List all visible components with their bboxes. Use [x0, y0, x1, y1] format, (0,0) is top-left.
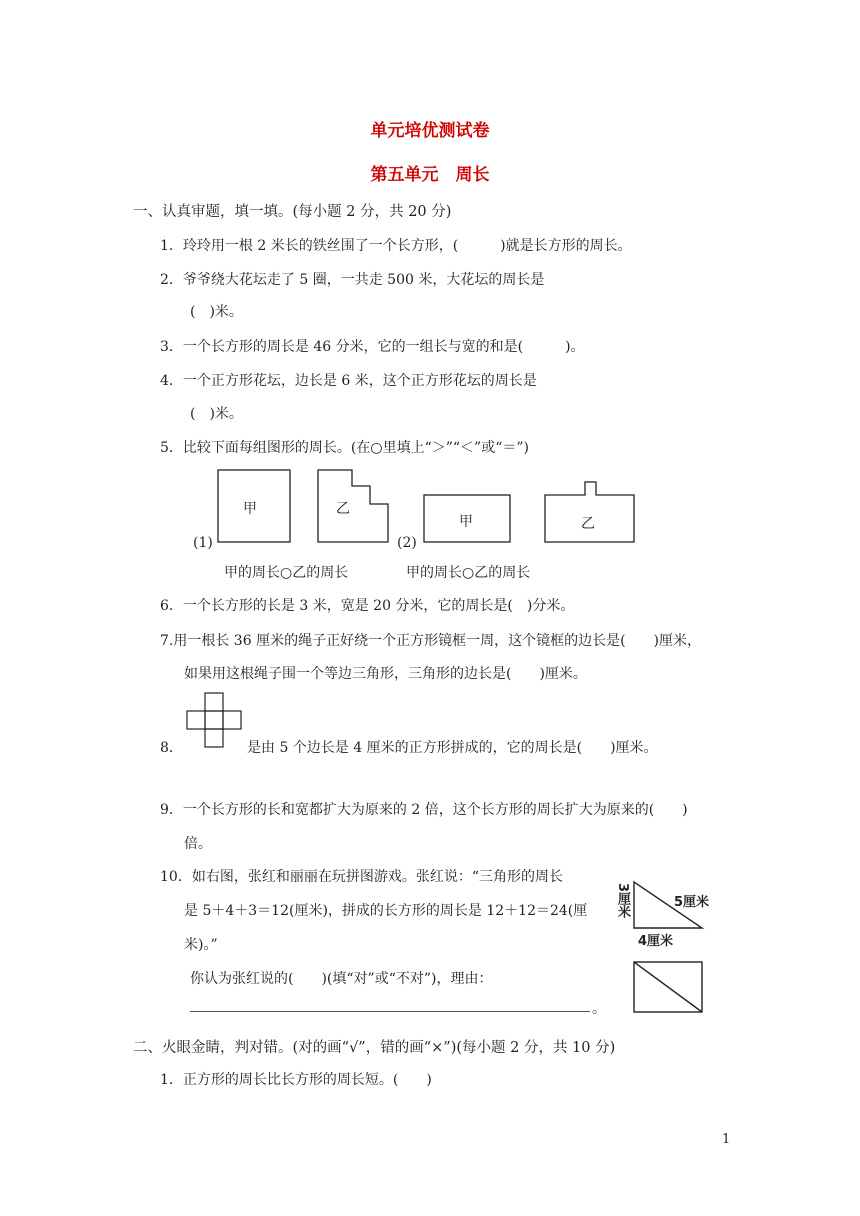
- section1-heading: 一、认真审题，填一填。(每小题 2 分，共 20 分): [133, 204, 452, 220]
- question-9-line1: 9．一个长方形的长和宽都扩大为原来的 2 倍，这个长方形的周长扩大为原来的( ): [160, 802, 688, 818]
- shape-yi-label-2: 乙: [581, 516, 595, 532]
- compare-caption-1: 甲的周长○乙的周长: [224, 565, 349, 581]
- group-label-1: (1): [193, 535, 213, 551]
- question-4-line1: 4．一个正方形花坛，边长是 6 米，这个正方形花坛的周长是: [160, 373, 537, 389]
- question-9-line2: 倍。: [184, 836, 212, 852]
- question-10-line1: 10．如右图，张红和丽丽在玩拼图游戏。张红说：“三角形的周长: [160, 869, 563, 885]
- question-5: 5．比较下面每组图形的周长。(在○里填上“＞”“＜”或“＝”): [160, 440, 529, 456]
- question-7-line1: 7.用一根长 36 厘米的绳子正好绕一个正方形镜框一周，这个镜框的边长是( )厘米，: [160, 633, 701, 649]
- question-10-line2: 是 5＋4＋3＝12(厘米)，拼成的长方形的周长是 12＋12＝24(厘: [184, 903, 588, 919]
- question-8-number: 8．: [160, 740, 183, 756]
- triangle-hypotenuse-label: 5厘米: [674, 895, 710, 910]
- shape-yi-label-1: 乙: [336, 501, 350, 517]
- group-label-2: (2): [397, 535, 417, 551]
- section2-heading: 二、火眼金睛，判对错。(对的画“√”，错的画“×”)(每小题 2 分，共 10 分): [133, 1040, 616, 1056]
- answer-line-end: 。: [592, 1001, 606, 1017]
- shape-jia-label-1: 甲: [243, 501, 257, 517]
- question-10-line4: 你认为张红说的( )(填“对”或“不对”)，理由：: [190, 971, 493, 987]
- shape-jia-label-2: 甲: [459, 514, 473, 530]
- question-1: 1．玲玲用一根 2 米长的铁丝围了一个长方形，( )就是长方形的周长。: [160, 238, 632, 254]
- rectangle-diagonal: [634, 962, 702, 1012]
- question-2-line2: ( )米。: [190, 304, 243, 320]
- shape-yi-notched: [318, 470, 388, 542]
- question-2-line1: 2．爷爷绕大花坛走了 5 圈，一共走 500 米，大花坛的周长是: [160, 272, 545, 288]
- section2-question-1: 1．正方形的周长比长方形的周长短。( ): [160, 1072, 432, 1088]
- triangle-bottom-label: 4厘米: [638, 934, 674, 949]
- question-8-text: 是由 5 个边长是 4 厘米的正方形拼成的，它的周长是( )厘米。: [247, 740, 658, 756]
- question-7-line2: 如果用这根绳子围一个等边三角形，三角形的边长是( )厘米。: [184, 666, 587, 682]
- question-10-line3: 米)。”: [184, 937, 218, 953]
- question-4-line2: ( )米。: [190, 406, 243, 422]
- shape-yi-bump: [545, 482, 634, 542]
- compare-caption-2: 甲的周长○乙的周长: [406, 565, 531, 581]
- triangle-side-left-label: 3厘米: [615, 883, 630, 919]
- page-subtitle: 第五单元 周长: [370, 165, 490, 185]
- answer-line: [190, 1011, 590, 1012]
- q5-figures: [0, 460, 860, 580]
- question-3: 3．一个长方形的周长是 46 分米，它的一组长与宽的和是( )。: [160, 339, 585, 355]
- page-title: 单元培优测试卷: [370, 121, 490, 141]
- question-6: 6．一个长方形的长是 3 米，宽是 20 分米，它的周长是( )分米。: [160, 598, 575, 614]
- page-number: 1: [722, 1132, 731, 1147]
